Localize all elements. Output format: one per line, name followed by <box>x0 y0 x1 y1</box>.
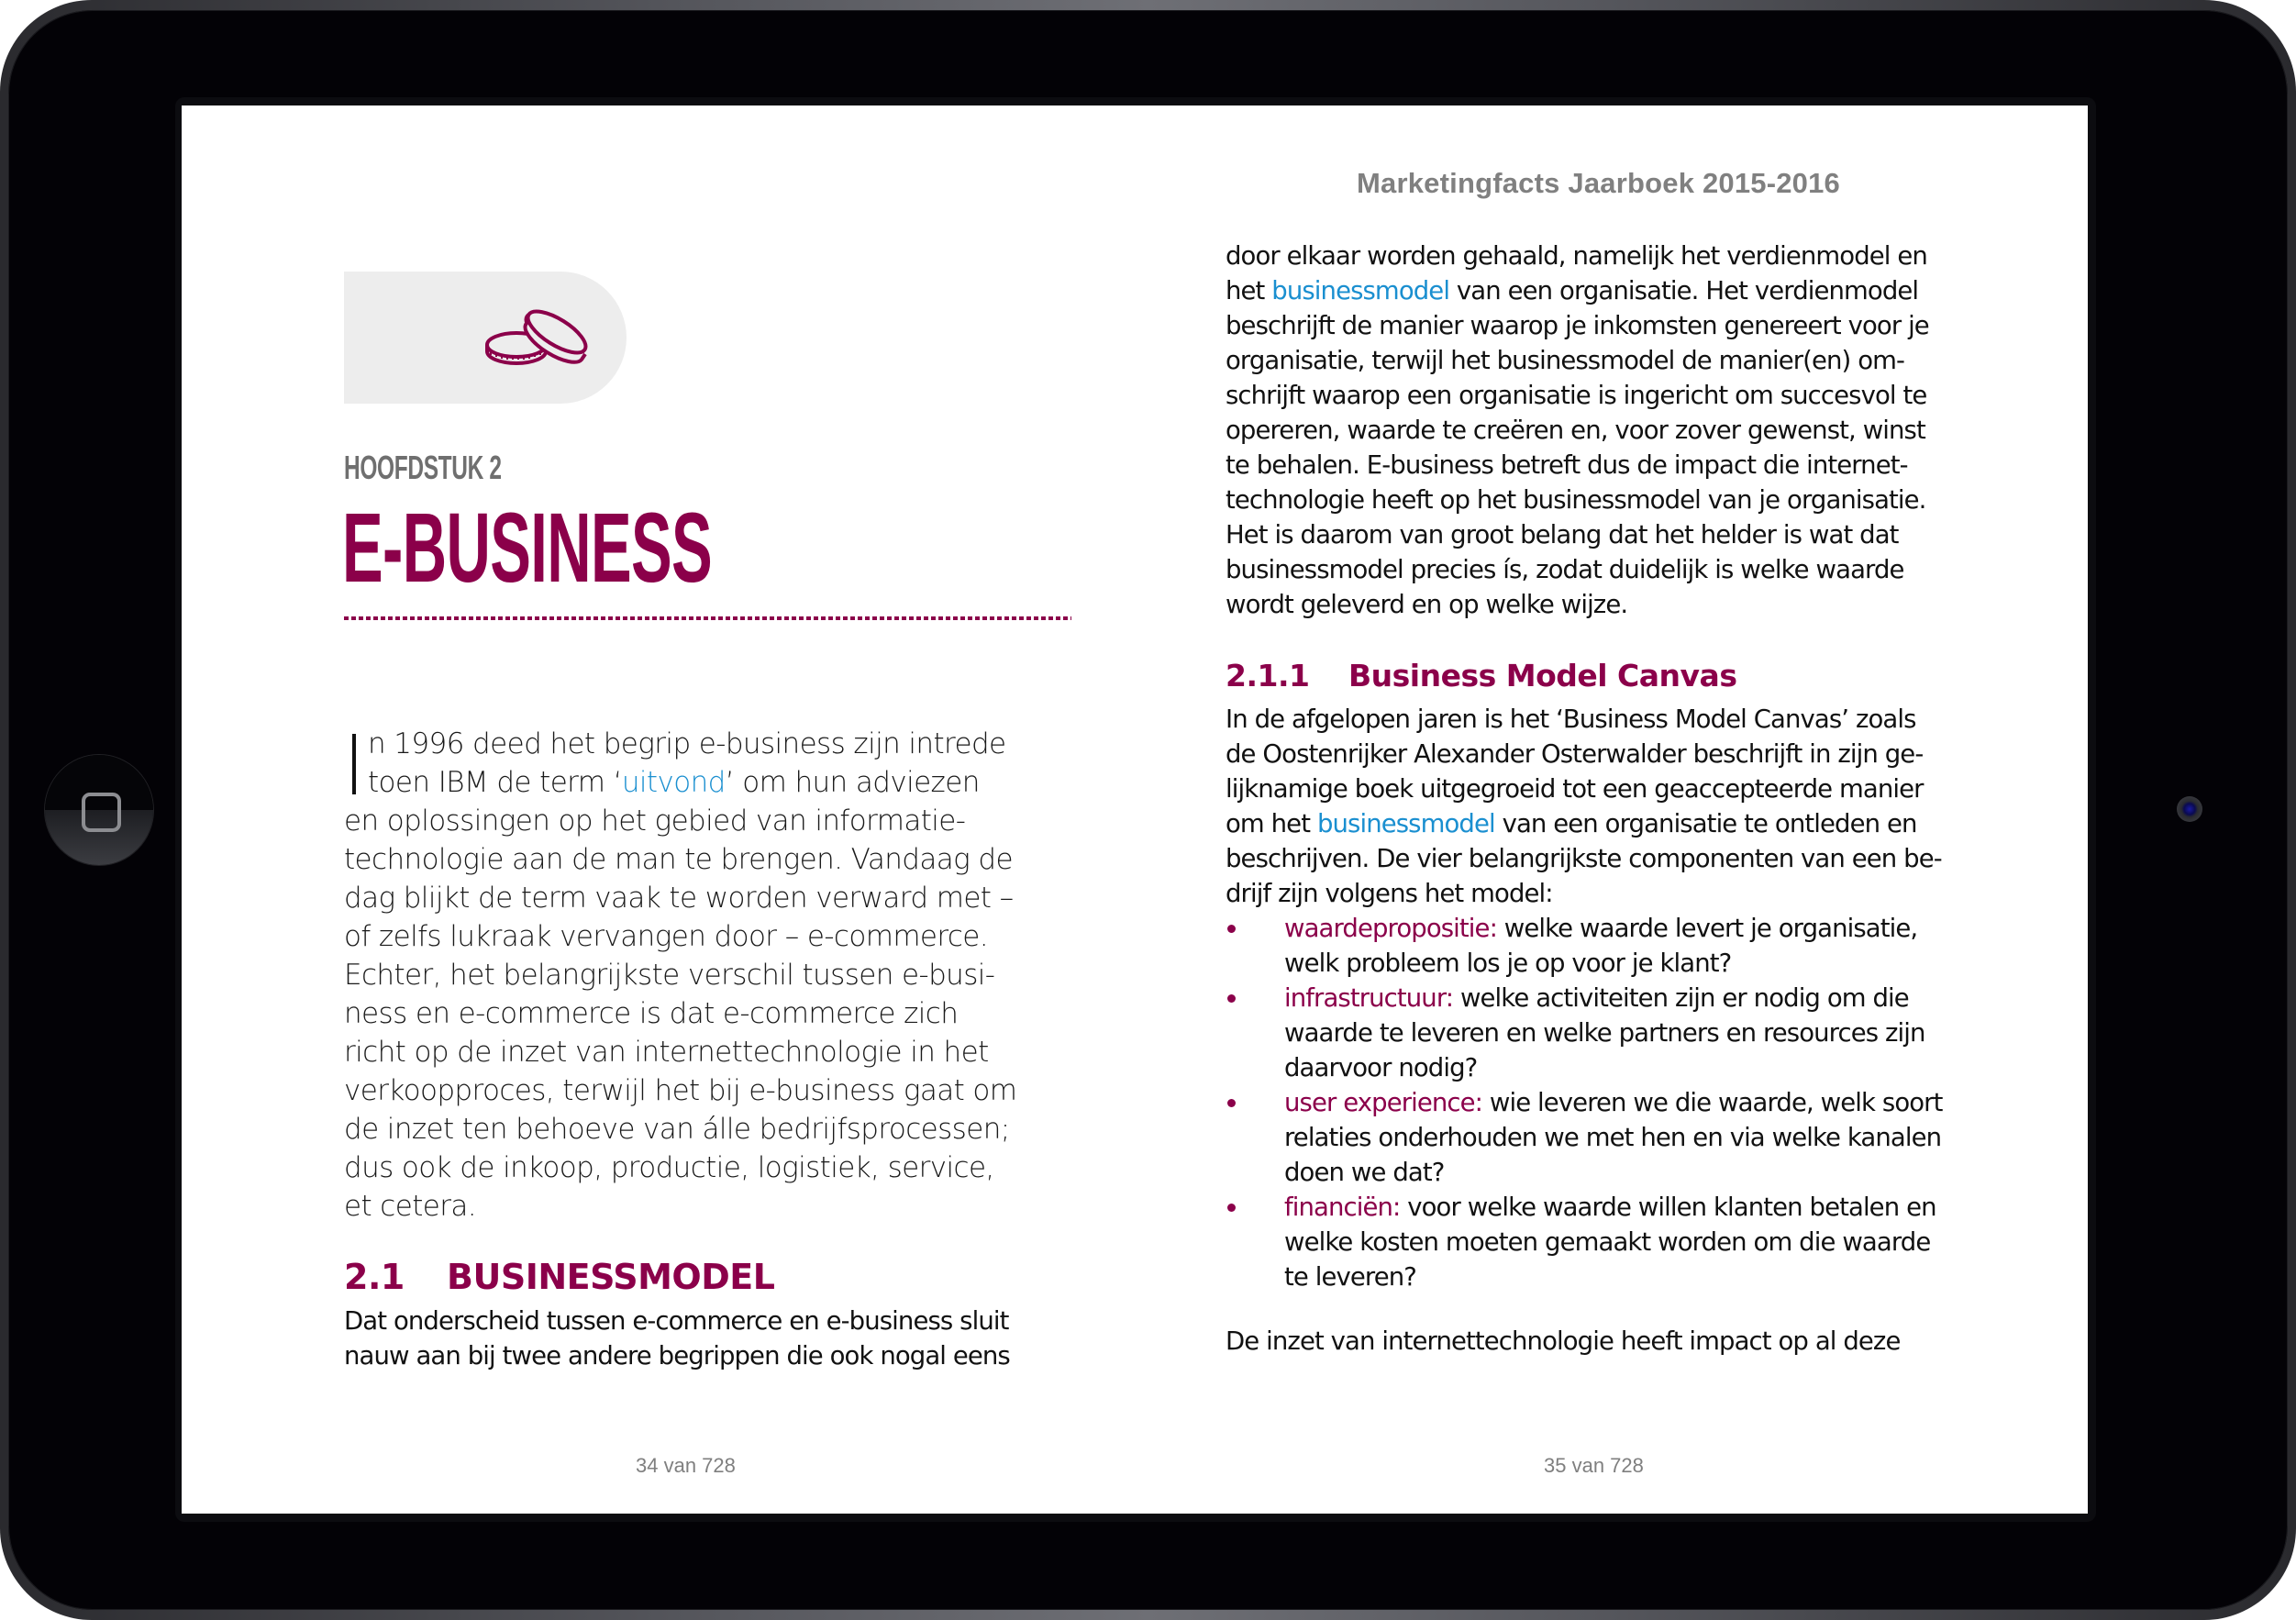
subsection-heading-2-1-1 <box>1226 658 1736 693</box>
bullet-text: relaties onderhouden we met hen en via welke kanalen <box>1284 1123 1942 1152</box>
text-span: ’ om hun adviezen <box>725 766 980 799</box>
text-line <box>1226 273 1929 308</box>
text-span: van een organisatie. Het verdienmodel <box>1449 276 1919 305</box>
bullet-icon <box>1227 925 1236 933</box>
bullet-text: daarvoor nodig? <box>1284 1053 1478 1082</box>
text-line <box>344 1148 1096 1187</box>
text-span: organisatie, terwijl het businessmodel de manier(en) om- <box>1226 346 1905 375</box>
text-span: wordt geleverd en op welke wijze. <box>1226 590 1628 619</box>
coins-icon <box>482 308 592 367</box>
text-line <box>1226 239 1929 273</box>
text-span: de Oostenrijker Alexander Osterwalder beschrijft in zijn ge- <box>1226 739 1924 769</box>
bullet-text: voor welke waarde willen klanten betalen en <box>1400 1193 1936 1222</box>
bullet-text: waarde te leveren en welke partners en resources zijn <box>1284 1018 1925 1048</box>
text-span: Echter, het belangrijkste verschil tussen e-busi- <box>344 959 995 992</box>
text-line <box>344 840 1096 879</box>
text-line <box>1284 1259 1942 1294</box>
text-line <box>1284 1050 1942 1085</box>
text-line <box>1284 911 1942 946</box>
bullet-term: waardepropositie: <box>1284 914 1497 943</box>
text-span: toen IBM de term ‘ <box>368 766 622 799</box>
text-span: et cetera. <box>344 1190 477 1223</box>
text-span: beschrijven. De vier belangrijkste componenten van een be- <box>1226 844 1942 873</box>
section-number: 2.1 <box>344 1257 405 1297</box>
text-line <box>344 956 1096 994</box>
text-line <box>1226 308 1929 343</box>
text-line <box>344 1033 1096 1071</box>
text-span: n 1996 deed het begrip e-business zijn intrede <box>368 727 1006 760</box>
drop-cap-i <box>352 734 356 794</box>
text-line <box>1226 841 1942 876</box>
text-line <box>1226 448 1929 483</box>
glossary-link[interactable]: businessmodel <box>1316 809 1495 838</box>
text-line <box>1226 517 1929 552</box>
bullet-icon <box>1227 1204 1236 1212</box>
chapter-label: HOOFDSTUK 2 <box>344 449 502 486</box>
bullet-text: doen we dat? <box>1284 1158 1445 1187</box>
text-line: nauw aan bij twee andere begrippen die ook nogal eens <box>344 1341 1010 1370</box>
text-span: businessmodel precies ís, zodat duidelijk is welke waarde <box>1226 555 1904 584</box>
bullet-term: user experience: <box>1284 1088 1483 1117</box>
subsection-number: 2.1.1 <box>1226 658 1310 693</box>
page-number-left: 34 van 728 <box>636 1454 736 1477</box>
text-span: In de afgelopen jaren is het ‘Business Model Canvas’ zoals <box>1226 705 1916 734</box>
text-line <box>344 994 1096 1033</box>
text-line: Dat onderscheid tussen e-commerce en e-business sluit <box>344 1306 1009 1336</box>
text-line <box>344 1110 1096 1148</box>
text-span: technologie heeft op het businessmodel van je organisatie. <box>1226 485 1926 515</box>
text-line <box>344 763 1096 802</box>
dotted-divider <box>344 616 1071 620</box>
text-line <box>1226 876 1942 911</box>
text-line <box>1226 771 1942 806</box>
text-span: lijknamige boek uitgegroeid tot een geaccepteerde manier <box>1226 774 1924 804</box>
text-line <box>344 1187 1096 1226</box>
text-line <box>1284 1225 1942 1259</box>
component-bullet-list <box>1226 911 1942 1294</box>
text-span: het <box>1226 276 1272 305</box>
text-span: te behalen. E-business betreft dus de impact die internet- <box>1226 450 1908 480</box>
text-span: dus ook de inkoop, productie, logistiek, service, <box>344 1151 994 1184</box>
bullet-text: welke kosten moeten gemaakt worden om die waarde <box>1284 1227 1931 1257</box>
text-line <box>1284 981 1942 1015</box>
text-line <box>1284 1155 1942 1190</box>
text-span: schrijft waarop een organisatie is ingericht om succesvol te <box>1226 381 1927 410</box>
glossary-link[interactable]: uitvond <box>621 766 726 799</box>
list-item <box>1226 1190 1942 1294</box>
list-item <box>1226 1085 1942 1190</box>
bullet-text: wie leveren we die waarde, welk soort <box>1482 1088 1943 1117</box>
text-span: om het <box>1226 809 1317 838</box>
text-span: Het is daarom van groot belang dat het helder is wat dat <box>1226 520 1899 549</box>
text-line <box>1284 1120 1942 1155</box>
list-item <box>1226 981 1942 1085</box>
text-line <box>344 1071 1096 1110</box>
text-span: en oplossingen op het gebied van informatie- <box>344 804 966 838</box>
text-line <box>344 802 1096 840</box>
closing-line: De inzet van internettechnologie heeft impact op al deze <box>1226 1326 1901 1356</box>
text-span: van een organisatie te ontleden en <box>1494 809 1917 838</box>
text-line <box>344 725 1096 763</box>
text-span: technologie aan de man te brengen. Vandaag de <box>344 843 1013 876</box>
subsection-title: Business Model Canvas <box>1348 658 1737 693</box>
right-paragraph-1 <box>1226 239 1929 622</box>
ebook-reader-screen[interactable] <box>182 105 2088 1514</box>
text-span: richt op de inzet van internettechnologie in het <box>344 1036 989 1069</box>
home-button[interactable] <box>45 755 153 865</box>
right-paragraph-2 <box>1226 702 1942 911</box>
text-line <box>1284 946 1942 981</box>
text-span: opereren, waarde te creëren en, voor zover gewenst, winst <box>1226 416 1925 445</box>
chapter-title: E-BUSINESS <box>342 492 713 603</box>
text-line <box>1226 737 1942 771</box>
text-line <box>1226 413 1929 448</box>
text-span: de inzet ten behoeve van álle bedrijfsprocessen; <box>344 1113 1010 1146</box>
bullet-term: financiën: <box>1284 1193 1401 1222</box>
section-paragraph <box>344 1304 1010 1373</box>
section-heading-2-1 <box>344 1257 774 1297</box>
running-header: Marketingfacts Jaarboek 2015-2016 <box>1357 167 1841 199</box>
text-line <box>1284 1015 1942 1050</box>
bullet-term: infrastructuur: <box>1284 983 1454 1013</box>
text-line <box>1284 1190 1942 1225</box>
page-number-right: 35 van 728 <box>1544 1454 1644 1477</box>
text-span: of zelfs lukraak vervangen door – e-commerce. <box>344 920 989 953</box>
section-title: BUSINESSMODEL <box>447 1257 775 1297</box>
text-line <box>344 879 1096 917</box>
bullet-text: welke activiteiten zijn er nodig om die <box>1453 983 1909 1013</box>
bullet-icon <box>1227 1099 1236 1107</box>
glossary-link[interactable]: businessmodel <box>1271 276 1450 305</box>
text-span: drijf zijn volgens het model: <box>1226 879 1553 908</box>
intro-paragraph <box>344 725 1096 1226</box>
text-span: dag blijkt de term vaak te worden verward met – <box>344 882 1014 915</box>
text-line <box>1226 702 1942 737</box>
text-line <box>1226 552 1929 587</box>
home-square-icon <box>82 793 121 832</box>
bullet-text: welke waarde levert je organisatie, <box>1496 914 1918 943</box>
text-line <box>1226 343 1929 378</box>
list-item <box>1226 911 1942 981</box>
text-line <box>1226 587 1929 622</box>
chapter-icon-tab <box>344 272 627 404</box>
text-line <box>1226 806 1942 841</box>
text-line <box>1284 1085 1942 1120</box>
text-line <box>1226 483 1929 517</box>
bullet-icon <box>1227 994 1236 1003</box>
front-camera-icon <box>2177 796 2202 822</box>
text-span: door elkaar worden gehaald, namelijk het verdienmodel en <box>1226 241 1927 271</box>
text-line <box>1226 378 1929 413</box>
bullet-text: welk probleem los je op voor je klant? <box>1284 949 1732 978</box>
text-span: ness en e-commerce is dat e-commerce zich <box>344 997 959 1030</box>
text-span: beschrijft de manier waarop je inkomsten genereert voor je <box>1226 311 1929 340</box>
bullet-text: te leveren? <box>1284 1262 1416 1292</box>
text-line <box>344 917 1096 956</box>
text-span: verkoopproces, terwijl het bij e-business gaat om <box>344 1074 1017 1107</box>
